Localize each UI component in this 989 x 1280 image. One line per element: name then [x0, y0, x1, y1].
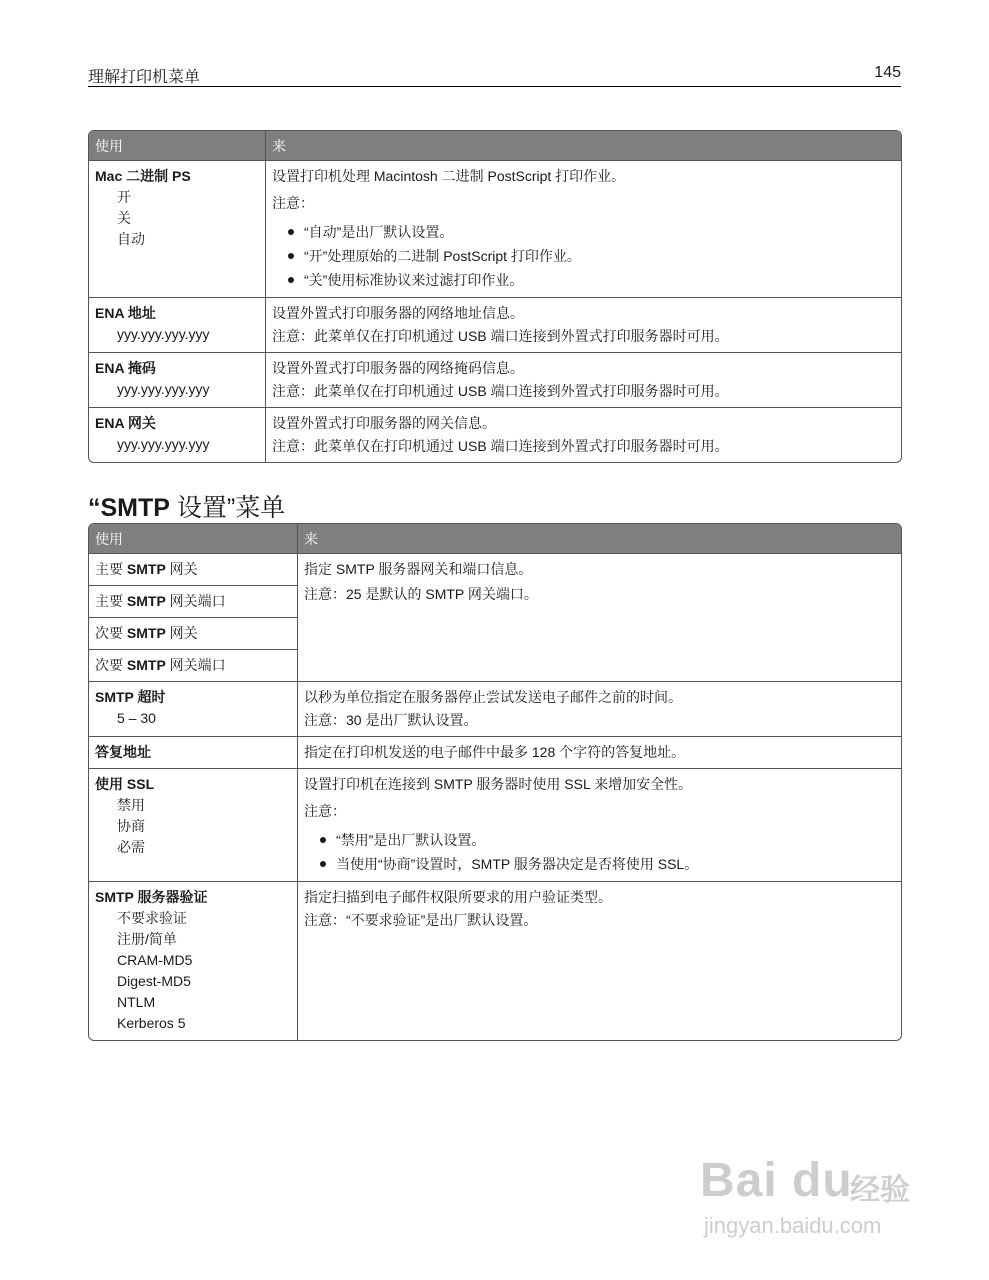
- description: 以秒为单位指定在服务器停止尝试发送电子邮件之前的时间。: [304, 689, 682, 705]
- note: 注意：此菜单仅在打印机通过 USB 端口连接到外置式打印服务器时可用。: [272, 438, 729, 454]
- description: 指定在打印机发送的电子邮件中最多 128 个字符的答复地址。: [304, 744, 686, 760]
- menu-option: 开: [117, 189, 131, 205]
- list-item: “禁用”是出厂默认设置。: [318, 828, 894, 852]
- watermark-logo: Bai du: [700, 1154, 853, 1207]
- list-item: “开”处理原始的二进制 PostScript 打印作业。: [286, 244, 894, 268]
- menu-item-label: 次要 SMTP 网关端口: [95, 657, 226, 673]
- section-quote: “: [88, 494, 101, 522]
- menu-item-label: 主要 SMTP 网关: [95, 561, 198, 577]
- table-row: [89, 736, 901, 768]
- table-row: [89, 297, 901, 352]
- note: 注意：30 是出厂默认设置。: [304, 712, 478, 728]
- note: 注意：此菜单仅在打印机通过 USB 端口连接到外置式打印服务器时可用。: [272, 328, 729, 344]
- section-rest: 设置”菜单: [169, 494, 286, 522]
- page-number: 145: [874, 64, 901, 81]
- menu-item-label: Mac 二进制 PS: [95, 168, 191, 184]
- network-menu-table: [88, 130, 902, 463]
- menu-item-label: ENA 网关: [95, 415, 156, 431]
- bullet-list: [304, 828, 894, 876]
- menu-item-label: SMTP 服务器验证: [95, 889, 208, 905]
- menu-item-label: 答复地址: [95, 744, 151, 760]
- note: 注意：25 是默认的 SMTP 网关端口。: [304, 586, 538, 602]
- column-header-to: 来: [265, 131, 901, 160]
- description: 指定扫描到电子邮件权限所要求的用户验证类型。: [304, 889, 612, 905]
- page-header: [88, 64, 901, 87]
- note-label: 注意：: [272, 195, 314, 211]
- description: 设置打印机处理 Macintosh 二进制 PostScript 打印作业。: [272, 168, 626, 184]
- menu-option: 关: [117, 210, 131, 226]
- table-header-row: [89, 524, 901, 553]
- menu-item-label: 次要 SMTP 网关: [95, 625, 198, 641]
- menu-option: 必需: [117, 839, 145, 855]
- column-header-use: 使用: [89, 131, 265, 160]
- table-row: [89, 881, 901, 1040]
- menu-option: Digest-MD5: [117, 973, 191, 989]
- description: 设置外置式打印服务器的网关信息。: [272, 415, 496, 431]
- table-header-row: [89, 131, 901, 160]
- menu-item-label: SMTP 超时: [95, 689, 166, 705]
- column-header-to: 来: [297, 524, 901, 553]
- menu-item-label: ENA 地址: [95, 305, 156, 321]
- list-item: 当使用“协商”设置时，SMTP 服务器决定是否将使用 SSL。: [318, 852, 894, 876]
- menu-option: yyy.yyy.yyy.yyy: [117, 436, 210, 452]
- menu-option: yyy.yyy.yyy.yyy: [117, 381, 210, 397]
- header-title: 理解打印机菜单: [88, 69, 201, 86]
- list-item: “关”使用标准协议来过滤打印作业。: [286, 268, 894, 292]
- table-row: [89, 681, 901, 736]
- description: 设置外置式打印服务器的网络掩码信息。: [272, 360, 524, 376]
- menu-item-label: 使用 SSL: [95, 776, 155, 792]
- menu-item-label: 主要 SMTP 网关端口: [95, 593, 226, 609]
- section-heading: [88, 488, 285, 524]
- menu-option: 不要求验证: [117, 910, 187, 926]
- menu-option: NTLM: [117, 994, 156, 1010]
- bullet-list: [272, 220, 894, 292]
- table-row: [89, 553, 901, 585]
- note: 注意：此菜单仅在打印机通过 USB 端口连接到外置式打印服务器时可用。: [272, 383, 729, 399]
- menu-item-label: ENA 掩码: [95, 360, 156, 376]
- watermark-url: jingyan.baidu.com: [704, 1213, 882, 1238]
- note-label: 注意：: [304, 803, 346, 819]
- menu-option: CRAM-MD5: [117, 952, 193, 968]
- menu-option: 注册/简单: [117, 931, 177, 947]
- table-row: [89, 768, 901, 881]
- list-item: “自动”是出厂默认设置。: [286, 220, 894, 244]
- menu-option: Kerberos 5: [117, 1015, 186, 1031]
- column-header-use: 使用: [89, 524, 297, 553]
- menu-option: 5 – 30: [117, 710, 156, 726]
- description: 指定 SMTP 服务器网关和端口信息。: [304, 561, 533, 577]
- smtp-menu-table: [88, 523, 902, 1041]
- description: 设置外置式打印服务器的网络地址信息。: [272, 305, 524, 321]
- menu-option: yyy.yyy.yyy.yyy: [117, 326, 210, 342]
- baidu-jingyan-watermark: [700, 1135, 940, 1255]
- description: 设置打印机在连接到 SMTP 服务器时使用 SSL 来增加安全性。: [304, 776, 693, 792]
- table-row: [89, 352, 901, 407]
- menu-option: 协商: [117, 818, 145, 834]
- menu-option: 自动: [117, 231, 145, 247]
- table-row: [89, 407, 901, 462]
- menu-option: 禁用: [117, 797, 145, 813]
- note: 注意：“不要求验证”是出厂默认设置。: [304, 912, 538, 928]
- table-row: [89, 160, 901, 297]
- watermark-label: 经验: [850, 1174, 910, 1207]
- section-name: SMTP: [100, 494, 170, 522]
